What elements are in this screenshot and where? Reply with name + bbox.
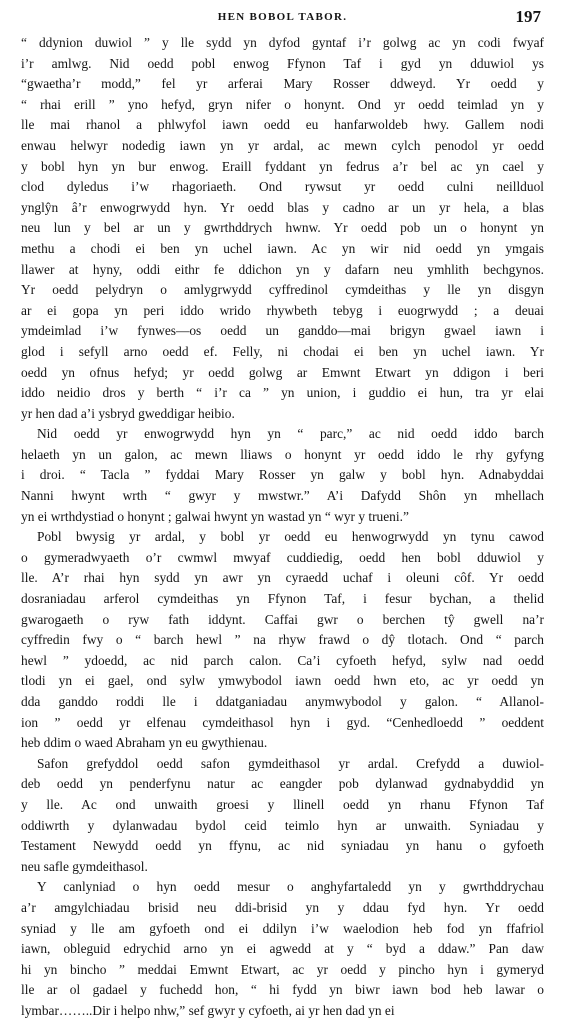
text-line: neu safle gymdeithasol. (21, 858, 148, 874)
body-text (21, 33, 544, 1022)
paragraph (21, 527, 544, 754)
text-line: yn ei wrthdystiad o honynt ; galwai hwynt yn wastad yn “ wyr y trueni.” (21, 508, 409, 524)
paragraph (21, 754, 544, 878)
text-line: iddo neidio dros y berth “ i’r ca ” yn union, i guddio ei hun, tra yr elai (21, 385, 544, 401)
text-line: yr hen dad a’i ysbryd gweddigar heibio. (21, 405, 235, 421)
text-line: ynglŷn â’r enwogrwydd hyn. Yr oedd blas y cadno ar un yr hela, a blas (21, 199, 544, 215)
text-line: ion ” oedd yr elfenau cymdeithasol hyn i gyd. “Cenhedloedd ” oeddent (21, 714, 544, 730)
text-line: i droi. “ Tacla ” fyddai Mary Rosser yn galw y bobl hyn. Adnabyddai (21, 467, 544, 483)
text-line: deb oedd yn penderfynu natur ac eangder pob dylanwad gydnabyddid yn (21, 776, 544, 792)
text-line: lle mai rhanol a phlwyfol iawn oedd eu hanfarwoldeb hwy. Gallem nodi (21, 117, 544, 133)
text-line: lle. A’r rhai hyn sydd yn awr yn cyraedd uchaf i oleuni côf. Yr oedd (21, 570, 544, 586)
page-number: 197 (515, 7, 541, 26)
text-line: hi yn bincho ” meddai Emwnt Etwart, ac yr oedd y pincho hyn i gymeryd (21, 961, 544, 977)
text-line: a’r amgylchiadau brisid neu ddi-brisid yn y ddau fyd hyn. Yr oedd (21, 899, 544, 915)
text-line: y lle. Ac ond unwaith groesi y llinell oedd yn rhanu Ffynon Taf (21, 796, 544, 812)
text-line: Pobl bwysig yr ardal, y bobl yr oedd eu henwogrwydd yn tynu cawod (37, 529, 544, 545)
text-line: Testament Newydd oedd yn ffynu, ac nid syniadau yn hanu o gyfoeth (21, 838, 544, 854)
text-line: helaeth yn un galon, ac mewn lliaws o honynt yr oedd iddo le rhy gyfyng (21, 446, 544, 462)
text-line: y bobl hyn yn bur enwog. Eraill fyddant yn fedrus a’r bel ac yn cael y (21, 158, 544, 174)
text-line: llawer at hyny, oddi eithr fe ddichon yn y dafarn neu ymhlith bechgynos. (21, 261, 544, 277)
text-line: Nanni hwynt wrth “ gwyr y mwstwr.” A’i Dafydd Shôn yn mhellach (21, 488, 544, 504)
text-line: glod i sefyll arno oedd ef. Felly, ni chodai ei ben yn uchel iawn. Yr (21, 343, 544, 359)
text-line: “gwaetha’r modd,” fel yr arferai Mary Rosser ddweyd. Yr oedd y (21, 76, 544, 92)
text-line: heb ddim o waed Abraham yn eu gwythienau. (21, 735, 268, 751)
text-line: dosraniadau arferol cymdeithas yn Ffynon Taf, i fesur bychan, a thelid (21, 591, 544, 607)
text-line: tlodi yn ei gael, ond sylw ymwybodol iawn oedd hwn eto, ac yr oedd yn (21, 673, 544, 689)
text-line: neu lun y bel ar un y gwrthddrych hwnw. Yr oedd pob un o honynt yn (21, 220, 544, 236)
text-line: ar ei gopa yn peri iddo wrido rhywbeth tebyg i euogrwydd ; a deuai (21, 302, 544, 318)
paragraph (21, 33, 544, 424)
running-head (21, 6, 544, 33)
text-line: hewl ” ydoedd, ac nid parch calon. Ca’i cyfoeth hefyd, sylw nad oedd (21, 652, 544, 668)
text-line: enwau helwyr nodedig iawn yn yr ardal, ac mewn cylch penodol yr oedd (21, 137, 544, 153)
text-line: methu a chodi ei ben yn uchel iawn. Ac yn wir nid oedd yn ymgais (21, 240, 544, 256)
text-line: lymbar……..Dir i helpo nhw,” sef gwyr y cyfoeth, ai yr hen dad yn ei (21, 1002, 395, 1018)
paragraph (21, 424, 544, 527)
text-line: dda ganddo roddi lle i ddatganiadau anymwybodol y galon. “ Allanol- (21, 694, 544, 709)
text-line: iawn, obleguid edrychid arno yn ei agwedd at y “ byd a ddaw.” Pan daw (21, 941, 544, 957)
text-line: gwarogaeth o ryw fath iddynt. Caffai gwr o berchen tŷ gwell na’r (21, 611, 544, 627)
text-line: oddiwrth y dylanwadau bydol ceid teimlo hyn ar unwaith. Syniadau y (21, 817, 544, 833)
text-line: Safon grefyddol oedd safon gymdeithasol yr ardal. Crefydd a duwiol- (37, 755, 544, 771)
text-line: “ rhai erill ” yno hefyd, gryn nifer o honynt. Ond yr oedd teimlad yn y (21, 96, 544, 112)
text-line: ymdeimlad i’w fynwes—os oedd un ganddo—mai brigyn gwael iawn i (21, 323, 544, 339)
text-line: Y canlyniad o hyn oedd mesur o anghyfartaledd yn y gwrthddrychau (37, 879, 544, 895)
running-title: HEN BOBOL TABOR. (217, 11, 348, 23)
text-line: Yr oedd pelydryn o amlygrwydd cyffredinol cymdeithas y lle yn disgyn (21, 282, 544, 298)
text-line: clod dyledus i’w rhagoriaeth. Ond rywsut yr oedd culni neillduol (21, 179, 544, 195)
text-line: cyffredin fwy o “ barch hewl ” na rhyw frawd o dŷ tlotach. Ond “ parch (21, 632, 544, 648)
text-line: Nid oedd yr enwogrwydd hyn yn “ parc,” ac nid oedd iddo barch (37, 426, 544, 442)
text-line: lle ar ol gadael y fuchedd hon, “ hi fydd yn biwr iawn bod heb lawar o (21, 982, 544, 998)
text-line: “ ddynion duwiol ” y lle sydd yn dyfod gyntaf i’r golwg ac yn codi fwyaf (21, 35, 544, 50)
text-line: o gymeradwyaeth o’r cwmwl mwyaf cuddiedig, oedd hen bobl dduwiol y (21, 549, 544, 565)
text-line: oedd yn ofnus hefyd; yr oedd golwg ar Emwnt Etwart yn ddigon i beri (21, 364, 544, 380)
paragraph (21, 877, 544, 1021)
text-line: syniad y lle am gyfoeth ond ei ddilyn i’w waelodion heb fod yn ffafriol (21, 920, 544, 936)
text-line: i’r amlwg. Nid oedd pobl enwog Ffynon Taf i gyd yn dduwiol ys (21, 55, 544, 71)
